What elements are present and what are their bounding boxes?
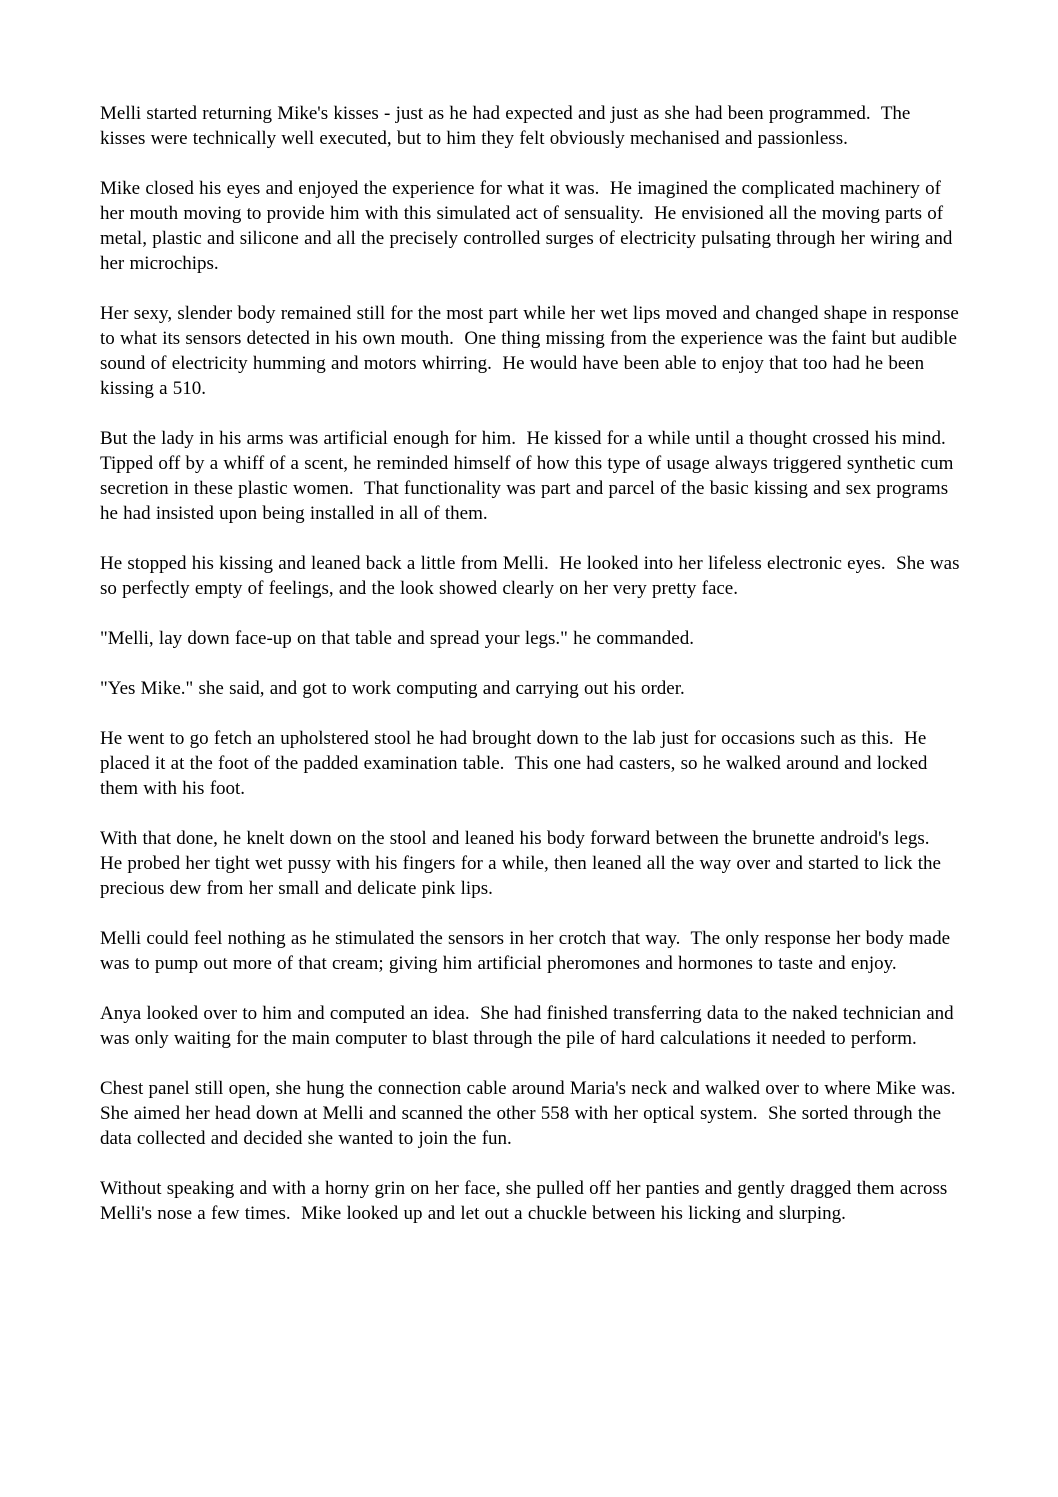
paragraph: He went to go fetch an upholstered stool he had brought down to the lab just for occasions such as this. He placed it at the foot of the padded examination table. This one had casters, so he walked around and locked them with his foot. — [100, 728, 933, 799]
paragraph: Without speaking and with a horny grin on her face, she pulled off her panties and gently dragged them across Melli's nose a few times. Mike looked up and let out a chuckle between his licking and slurping. — [100, 1178, 953, 1224]
paragraph: Her sexy, slender body remained still for the most part while her wet lips moved and changed shape in response to what its sensors detected in his own mouth. One thing missing from the experience was the faint but audible sound of electricity humming and motors whirring. He would have been able to enjoy that too had he been kissing a 510. — [100, 303, 965, 399]
paragraph: Melli started returning Mike's kisses - just as he had expected and just as she had been programmed. The kisses were technically well executed, but to him they felt obviously mechanised and passionless. — [100, 103, 916, 149]
paragraph: Mike closed his eyes and enjoyed the experience for what it was. He imagined the complicated machinery of her mouth moving to provide him with this simulated act of sensuality. He envisioned all the moving parts of metal, plastic and silicone and all the precisely controlled surges of electricity pulsating through her wiring and her microchips. — [100, 178, 958, 274]
paragraph: Chest panel still open, she hung the connection cable around Maria's neck and walked over to where Mike was. She aimed her head down at Melli and scanned the other 558 with her optical system. She sorted through the data collected and decided she wanted to join the fun. — [100, 1078, 967, 1149]
document-text-body — [100, 101, 967, 1226]
paragraph: Melli could feel nothing as he stimulated the sensors in her crotch that way. The only response her body made was to pump out more of that cream; giving him artificial pheromones and hormones to taste and enjoy. — [100, 928, 956, 974]
paragraph: Anya looked over to him and computed an idea. She had finished transferring data to the naked technician and was only waiting for the main computer to blast through the pile of hard calculations it needed to perform. — [100, 1003, 959, 1049]
paragraph: But the lady in his arms was artificial enough for him. He kissed for a while until a thought crossed his mind. Tipped off by a whiff of a scent, he reminded himself of how this type of usage always triggered synthetic cum secretion in these plastic women. That functionality was part and parcel of the basic kissing and sex programs he had insisted upon being installed in all of them. — [100, 428, 959, 524]
paragraph: He stopped his kissing and leaned back a little from Melli. He looked into her lifeless electronic eyes. She was so perfectly empty of feelings, and the look showed clearly on her very pretty face. — [100, 553, 965, 599]
paragraph: "Melli, lay down face-up on that table and spread your legs." he commanded. — [100, 628, 694, 649]
paragraph: "Yes Mike." she said, and got to work computing and carrying out his order. — [100, 678, 685, 699]
paragraph: With that done, he knelt down on the stool and leaned his body forward between the brunette android's legs. He probed her tight wet pussy with his fingers for a while, then leaned all the way over and started to lick the precious dew from her small and delicate pink lips. — [100, 828, 947, 899]
